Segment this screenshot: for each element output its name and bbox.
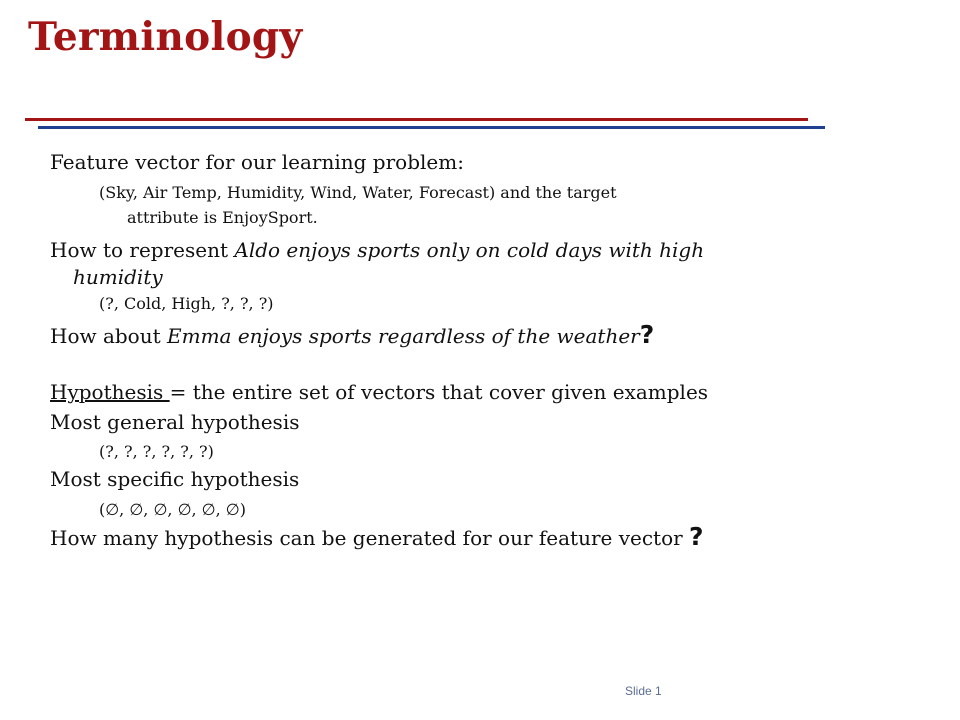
aldo-italic: Aldo enjoys sports only on cold days with high xyxy=(234,238,705,262)
slide-number: Slide 1 xyxy=(625,684,662,698)
emma-question-mark: ? xyxy=(639,320,655,349)
hypothesis-def-text: = the entire set of vectors that cover given examples xyxy=(169,380,709,404)
hypothesis-term: Hypothesis xyxy=(50,380,170,404)
general-vector: (?, ?, ?, ?, ?, ?) xyxy=(99,442,214,461)
hypothesis-definition xyxy=(50,380,708,404)
how-many-text: How many hypothesis can be generated for our feature vector xyxy=(50,526,690,550)
emma-prefix: How about xyxy=(50,324,168,348)
aldo-question-cont xyxy=(73,265,163,289)
how-many-question xyxy=(50,522,704,551)
most-specific-label: Most specific hypothesis xyxy=(50,467,300,491)
aldo-italic-cont: humidity xyxy=(73,265,163,289)
emma-question xyxy=(50,320,654,349)
aldo-prefix: How to represent xyxy=(50,238,235,262)
aldo-question xyxy=(50,238,704,262)
how-many-question-mark: ? xyxy=(689,522,704,551)
feature-list-line-1: (Sky, Air Temp, Humidity, Wind, Water, Forecast) and the target xyxy=(99,183,617,202)
emma-italic: Emma enjoys sports regardless of the weather xyxy=(167,324,640,348)
feature-intro: Feature vector for our learning problem: xyxy=(50,150,464,174)
feature-list-line-2: attribute is EnjoySport. xyxy=(127,208,318,227)
aldo-vector: (?, Cold, High, ?, ?, ?) xyxy=(99,294,274,313)
slide-title: Terminology xyxy=(28,14,303,60)
most-general-label: Most general hypothesis xyxy=(50,410,300,434)
specific-vector: (∅, ∅, ∅, ∅, ∅, ∅) xyxy=(99,500,246,519)
